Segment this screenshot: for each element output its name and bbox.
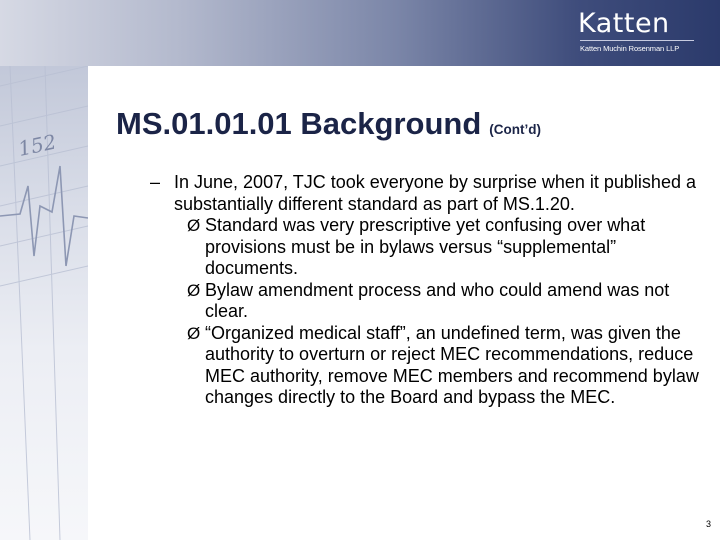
- slide-title-suffix: (Cont’d): [489, 122, 541, 137]
- sub-bullet: [150, 215, 710, 280]
- sub-bullet-text: Bylaw amendment process and who could amend was not clear.: [205, 279, 670, 321]
- logo-divider: [580, 40, 694, 41]
- sub-bullet-text: “Organized medical staff”, an undefined term, was given the authority to overturn or reject MEC recommendations, reduce MEC authority, remove MEC members and recommend bylaw changes directly to the Board and bypass the MEC.: [205, 322, 699, 407]
- main-bullet: [150, 172, 710, 215]
- sub-bullet: [150, 280, 710, 323]
- logo-subtitle: Katten Muchin Rosenman LLP: [580, 44, 680, 53]
- arrow-bullet-icon: Ø: [187, 323, 201, 343]
- slide-title: [116, 106, 541, 142]
- katten-logo: [578, 8, 698, 56]
- arrow-bullet-icon: Ø: [187, 216, 201, 235]
- dash-marker: –: [150, 172, 161, 192]
- main-bullet-text: In June, 2007, TJC took everyone by surprise when it published a substantially different standard as part of MS.1.20.: [174, 172, 696, 214]
- decor-number: 152: [16, 129, 59, 161]
- sub-bullet-text: Standard was very prescriptive yet confusing over what provisions must be in bylaws versus “supplemental” documents.: [205, 215, 646, 278]
- sub-bullet: [150, 323, 710, 409]
- logo-name: Katten: [578, 8, 670, 39]
- header-band: [0, 0, 720, 66]
- arrow-bullet-icon: Ø: [187, 280, 201, 300]
- slide-title-main: MS.01.01.01 Background: [116, 106, 482, 141]
- decorative-ecg-image: [0, 66, 88, 540]
- slide-body: [150, 172, 710, 409]
- page-number: 3: [706, 519, 712, 529]
